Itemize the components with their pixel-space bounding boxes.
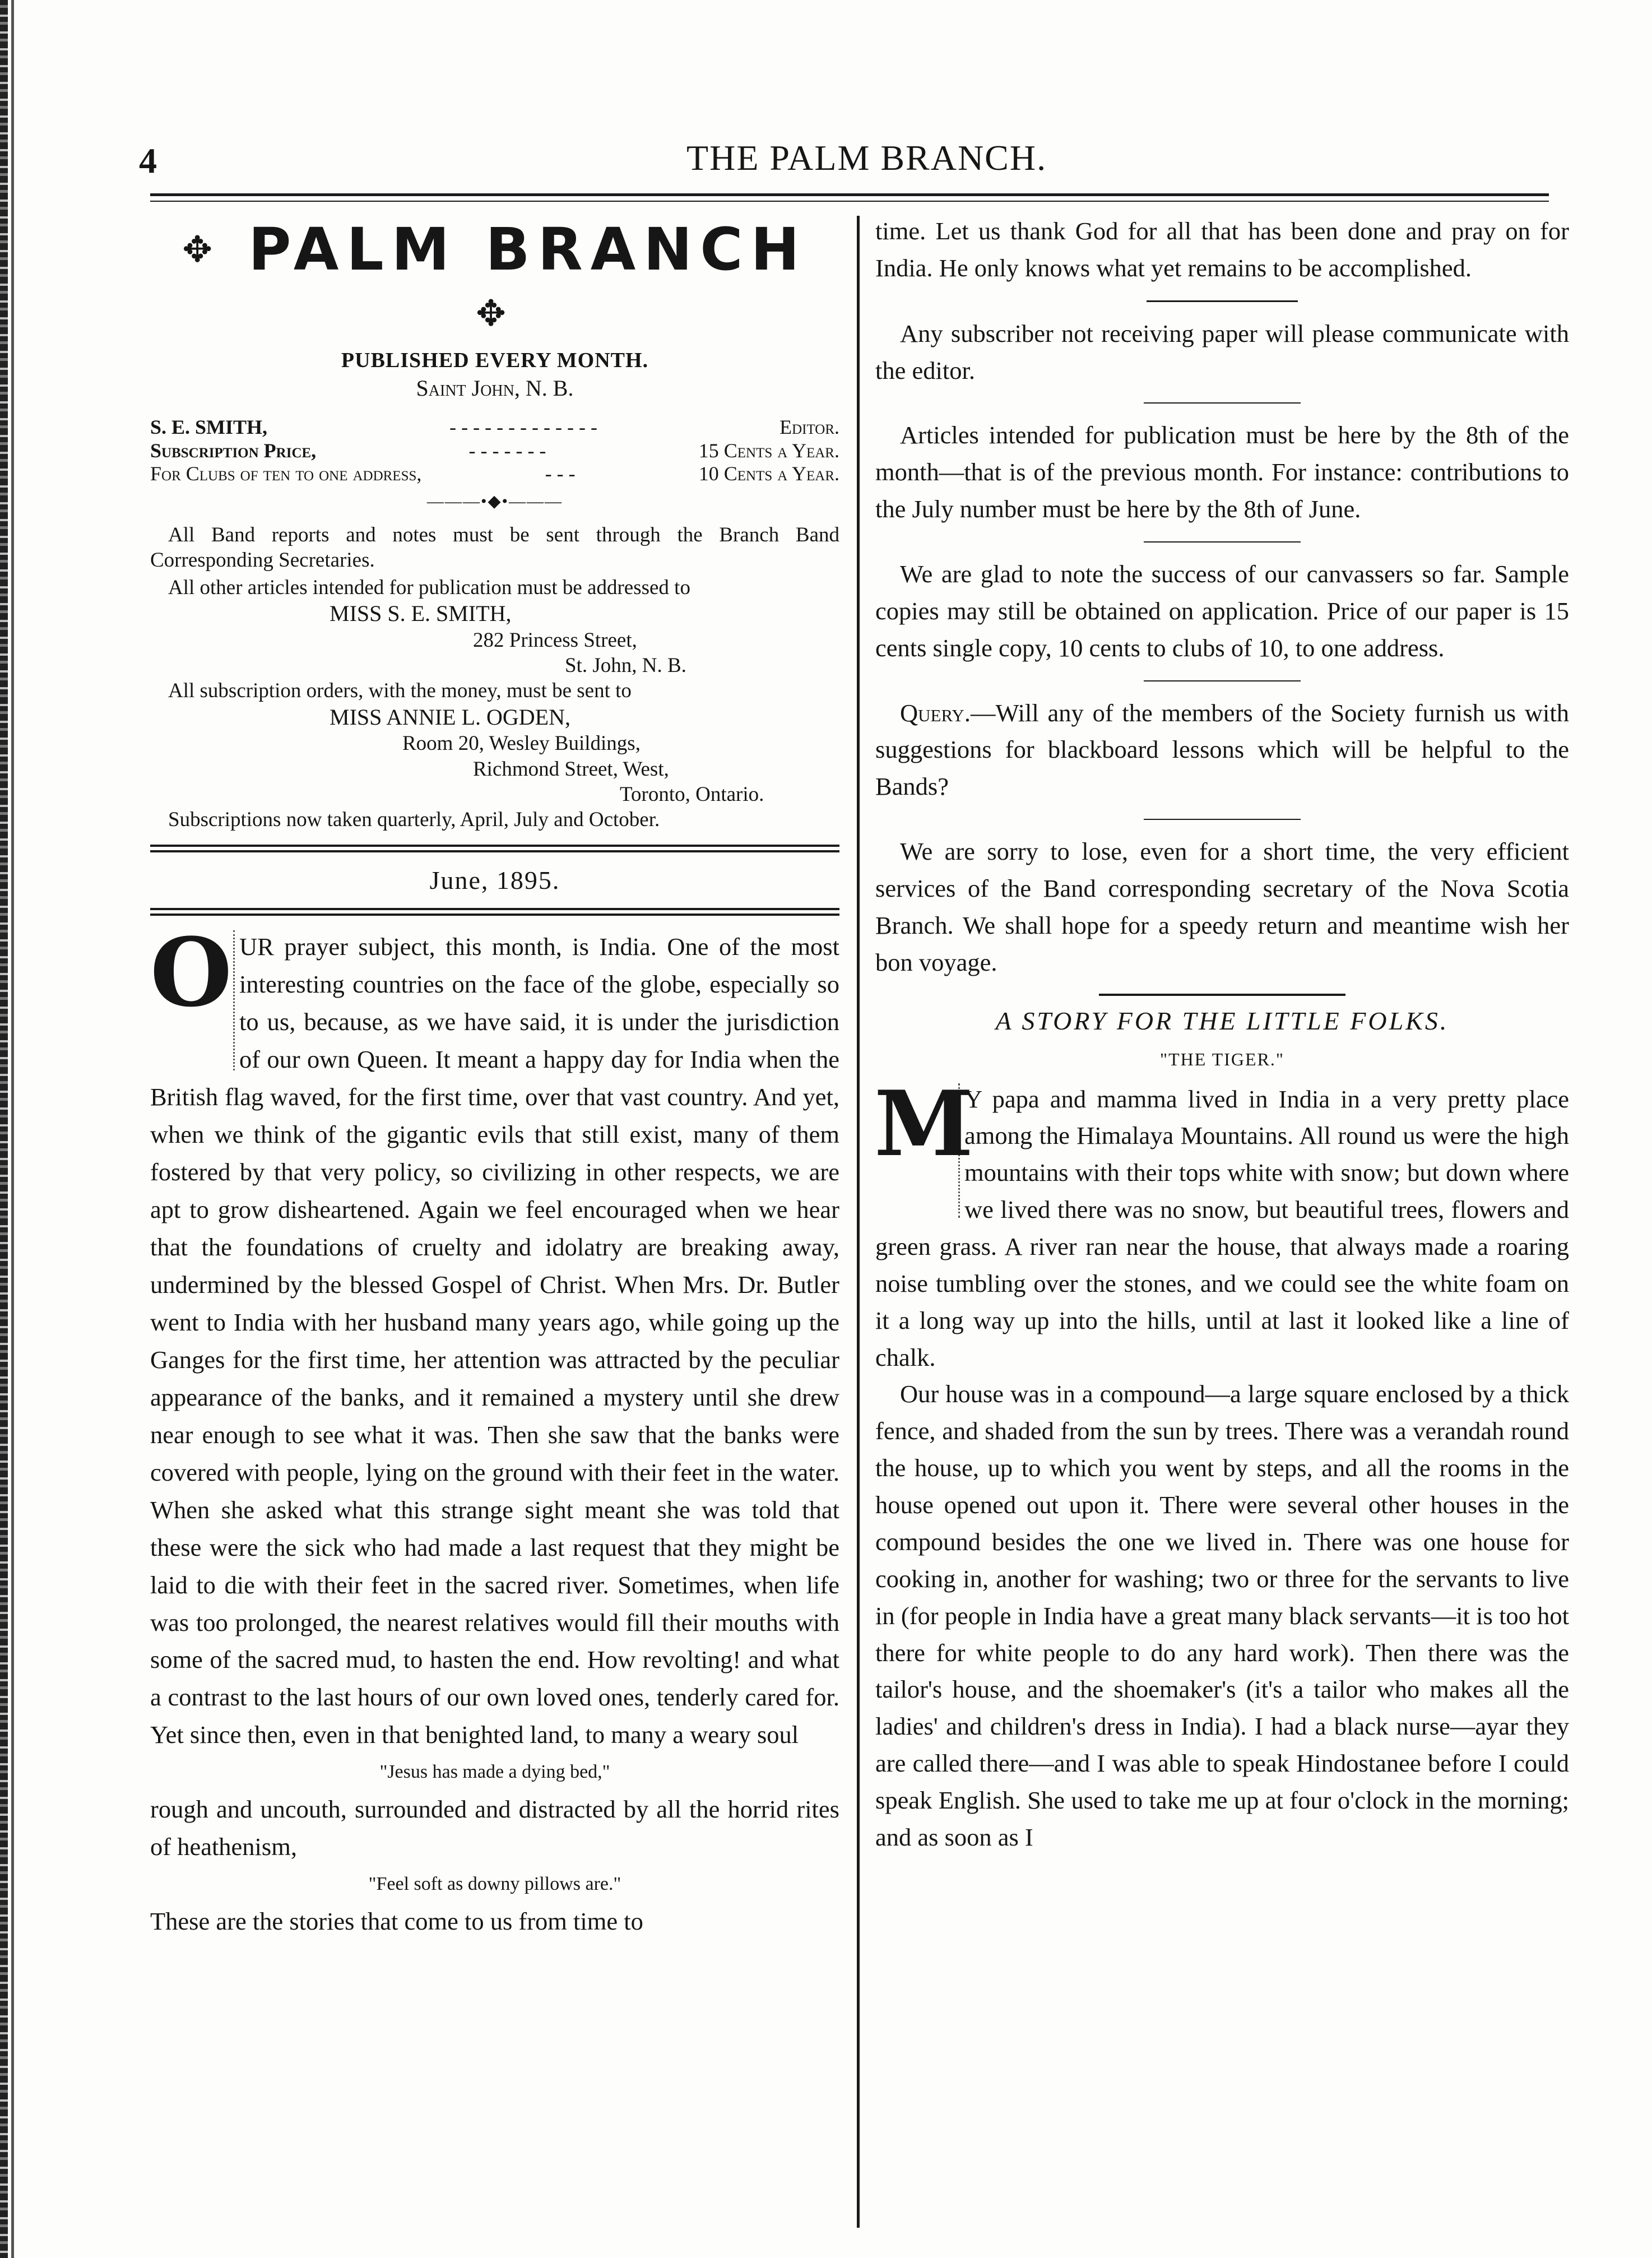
address-ogden-street: Richmond Street, West, [473,757,669,781]
story-title: A STORY FOR THE LITTLE FOLKS. [995,1006,1449,1035]
hymn-quote: "Jesus has made a dying bed," [379,1761,610,1783]
section-rule [1147,300,1298,302]
info-row-clubs [150,462,839,486]
left-column [150,213,839,1940]
running-title: THE PALM BRANCH. [686,138,1047,178]
article-india-continued: rough and uncouth, surrounded and distracted by all the horrid rites of heathenism, [150,1795,839,1861]
info-dots: - - - - - - - - - - - - - [449,415,597,438]
page-binding-line [11,0,14,2258]
section-rule [1144,541,1301,543]
info-row-editor [150,416,839,439]
page-number: 4 [139,141,157,180]
address-ogden-city: Toronto, Ontario. [620,782,764,806]
story-paragraph-1-text: Y papa and mamma lived in India in a very pretty place among the Himalaya Mountains. All round us were the high mountains with their tops white with snow; but down where we lived there was no snow, but beautiful trees, flowers and green grass. A river ran near the house, that always made a roaring noise tumbling over the stones, and we could see the white foam on it a long way up into the hills, until at last it looked like a line of chalk. [875,1084,1569,1371]
address-ogden-room: Room 20, Wesley Buildings, [402,732,641,755]
right-column [875,213,1569,1856]
hymn-quote: "Feel soft as downy pillows are." [368,1874,621,1895]
address-ogden-name: MISS ANNIE L. OGDEN, [330,704,570,730]
info-row-price [150,439,839,463]
story-ornament-rule [1099,994,1345,996]
page-binding-edge [0,0,8,2258]
masthead-title [150,217,839,346]
info-value: Editor. [779,415,839,438]
info-dots: - - - [545,462,576,485]
query-text: —Will any of the members of the Society furnish us with suggestions for blackboard lessons which will be helpful to the Bands? [875,698,1569,801]
query-label: Query. [900,698,971,727]
publication-frequency: PUBLISHED EVERY MONTH. [341,348,649,372]
article-india-last-line: These are the stories that come to us from time to [150,1907,643,1935]
info-value: 10 Cents a Year. [698,462,839,485]
article-continuation: time. Let us thank God for all that has been done and pray on for India. He only knows what yet remains to be accomplished. [875,217,1569,282]
notice-quarterly: Subscriptions now taken quarterly, April, July and October. [168,808,660,831]
column-divider [857,216,860,2228]
info-label: Subscription Price, [150,439,317,462]
info-label: S. E. SMITH, [150,415,268,438]
story-paragraph-2: Our house was in a compound—a large square enclosed by a thick fence, and shaded from the sun by trees. There was a verandah round the house, up to which you went by steps, and all the rooms in the house opened out upon it. There were several other houses in the compound besides the one we lived in. There was one house for cooking in, another for washing; two or three for the servants to live in (for people in India have a great many black servants—it is too hot there for white people to do any hard work). Then there was the tailor's house, and the shoemaker's (it's a tailor who makes all the ladies' and children's dress in India). I had a black nurse—ayar they are called there—and I was able to speak Hindostanee before I could speak English. She used to take me up at four o'clock in the morning; and as soon as I [875,1380,1569,1851]
drop-cap: O [149,930,235,1070]
masthead-title-text: PALM BRANCH [248,215,808,284]
notice-other-articles: All other articles intended for publication must be addressed to [168,576,690,600]
article-india [150,917,839,1754]
notice-subscription-orders: All subscription orders, with the money, must be sent to [168,679,632,703]
story-subtitle: "THE TIGER." [1160,1049,1284,1069]
info-dots: - - - - - - - [468,439,546,462]
masthead-flourish: ———•◆•——— [426,492,563,511]
drop-cap: M [874,1083,960,1218]
info-label: For Clubs of ten to one address, [150,462,422,485]
notice-query [875,695,1569,806]
publication-city: Saint John, N. B. [416,375,574,401]
ornament-left-icon: ✥ [182,229,221,271]
address-smith-name: MISS S. E. SMITH, [330,601,512,627]
ornament-right-icon: ✥ [476,293,514,335]
notice-articles-deadline: Articles intended for publication must be here by the 8th of the month—that is of the previous month. For instance: contributions to the July number must be here by the 8th of June. [875,421,1569,523]
story-paragraph-1 [874,1070,1569,1376]
section-rule [1144,680,1301,681]
article-india-text: UR prayer subject, this month, is India. One of the most interesting countries on the face of the globe, especially so to us, because, as we have said, it is under the jurisdiction of our own Queen. It meant a happy day for India when the British flag waved, for the first time, over that vast country. And yet, when we think of the gigantic evils that still exist, many of them fostered by that very policy, so civilizing in other respects, we are apt to grow disheartened. Again we feel encouraged when we hear that the foundations of cruelty and idolatry are breaking away, undermined by the blessed Gospel of Christ. When Mrs. Dr. Butler went to India with her husband many years ago, while going up the Ganges for the first time, her attention was attracted by the peculiar appearance of the banks, and it remained a mystery until she drew near enough to see what it was. Then she saw that the banks were covered with people, lying on the ground with their feet in the water. When she asked what this strange sight meant she was told that these were the sick who had made a last request that they might be laid to die with their feet in the sacred river. Sometimes, when life was too prolonged, the nearest relatives would fill their mouths with some of the sacred mud, to hasten the end. How revolting! and what a contrast to the last hours of our own loved ones, tenderly cared for. Yet since then, even in that benighted land, to many a weary soul [150,933,839,1749]
double-rule [150,908,839,916]
notice-farewell: We are sorry to lose, even for a short time, the very efficient services of the Band corresponding secretary of the Nova Scotia Branch. We shall hope for a speedy return and meantime wish her bon voyage. [875,837,1569,976]
notice-subscriber: Any subscriber not receiving paper will please communicate with the editor. [875,319,1569,384]
issue-date: June, 1895. [429,865,560,894]
header-rule-top [150,193,1549,196]
double-rule [150,845,839,852]
header-rule-bottom [150,201,1549,202]
notice-band-reports: All Band reports and notes must be sent through the Branch Band Corresponding Secretaries. [150,523,839,572]
info-value: 15 Cents a Year. [698,439,839,462]
section-rule [1144,402,1301,404]
masthead-info-table [150,416,839,486]
section-rule [1144,819,1301,820]
notice-canvassers: We are glad to note the success of our canvassers so far. Sample copies may still be obtained on application. Price of our paper is 15 cents single copy, 10 cents to clubs of 10, to one address. [875,560,1569,662]
address-smith-street: 282 Princess Street, [473,629,637,652]
address-smith-city: St. John, N. B. [565,654,686,678]
